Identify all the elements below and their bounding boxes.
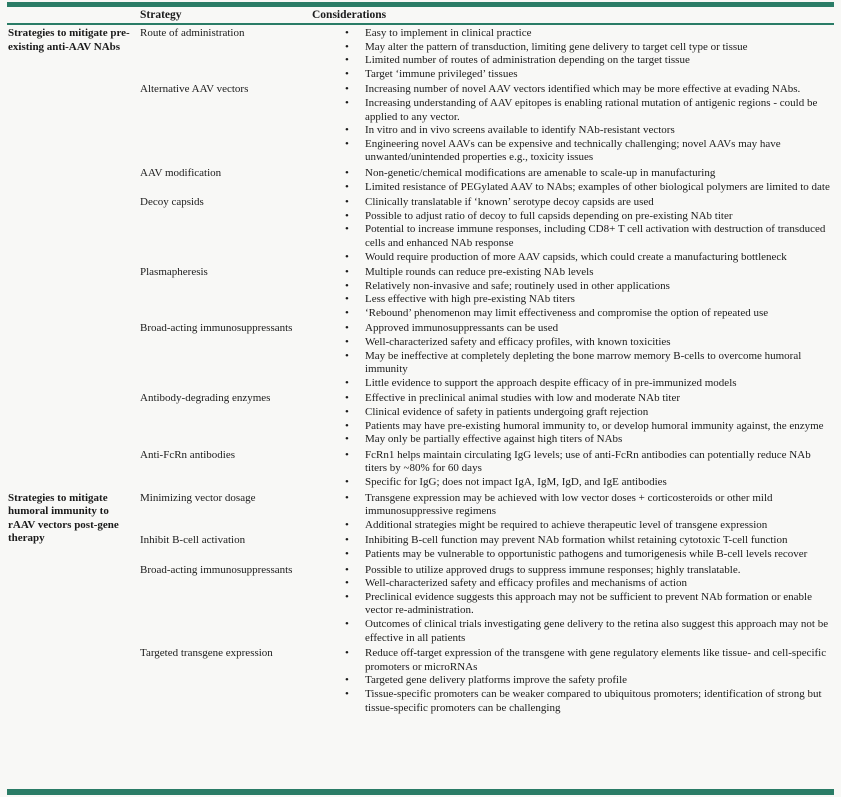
- strategy-cell: Inhibit B-cell activation: [140, 534, 246, 547]
- strategy-cell: Decoy capsids: [140, 196, 204, 209]
- table-body: [8, 27, 835, 717]
- bullet-icon: •: [345, 534, 349, 547]
- consideration-text: Potential to increase immune responses, including CD8+ T cell activation with destruction of transduced cells and enhanced NAb response: [365, 223, 826, 249]
- consideration-item: [312, 336, 835, 350]
- consideration-item: [312, 251, 835, 265]
- group-rows: [140, 27, 835, 492]
- consideration-item: [312, 688, 835, 715]
- table-row: [140, 27, 835, 81]
- consideration-item: [312, 647, 835, 674]
- table-row: [140, 392, 835, 446]
- consideration-text: Specific for IgG; does not impact IgA, IgM, IgD, and IgE antibodies: [365, 476, 667, 488]
- considerations-cell: [312, 647, 835, 715]
- consideration-text: Little evidence to support the approach despite efficacy of in pre-immunized models: [365, 376, 737, 389]
- bullet-icon: •: [345, 266, 349, 279]
- bullet-icon: •: [345, 83, 349, 96]
- consideration-item: [312, 449, 835, 476]
- consideration-item: [312, 223, 835, 250]
- considerations-cell: [312, 167, 835, 194]
- considerations-cell: [312, 534, 835, 561]
- consideration-text: Limited resistance of PEGylated AAV to NAbs; examples of other biological polymers are limited to date: [365, 180, 830, 193]
- consideration-item: [312, 492, 835, 519]
- consideration-item: [312, 307, 835, 321]
- consideration-text: Engineering novel AAVs can be expensive and technically challenging; novel AAVs may have unwanted/unintended properties e.g., toxicity issues: [365, 137, 781, 164]
- consideration-text: Well-characterized safety and efficacy profiles, with known toxicities: [365, 336, 671, 349]
- consideration-text: Easy to implement in clinical practice: [365, 27, 532, 39]
- consideration-item: [312, 41, 835, 55]
- bullet-icon: •: [345, 209, 349, 222]
- consideration-item: [312, 420, 835, 434]
- bullet-icon: •: [345, 647, 349, 660]
- consideration-text: Increasing understanding of AAV epitopes is enabling rational mutation of antigenic regions - could be applied to any vector.: [365, 96, 818, 123]
- consideration-item: [312, 266, 835, 280]
- bullet-icon: •: [345, 563, 349, 576]
- header-group-column: [8, 8, 140, 22]
- consideration-text: Outcomes of clinical trials investigating gene delivery to the retina also suggest this approach may not be effective in all patients: [365, 617, 829, 644]
- bullet-icon: •: [345, 433, 349, 446]
- table-row: [140, 167, 835, 194]
- consideration-text: Non-genetic/chemical modifications are amenable to scale-up in manufacturing: [365, 166, 716, 179]
- table-row: [140, 534, 835, 561]
- bullet-icon: •: [345, 392, 349, 405]
- strategy-cell: Targeted transgene expression: [140, 647, 273, 660]
- table-row: [140, 564, 835, 646]
- consideration-text: Increasing number of novel AAV vectors identified which may be more effective at evading NAbs.: [365, 83, 801, 96]
- consideration-text: Preclinical evidence suggests this approach may not be sufficient to prevent NAb formation or enable vector re-administration.: [365, 590, 812, 617]
- bullet-icon: •: [345, 406, 349, 419]
- considerations-cell: [312, 83, 835, 165]
- consideration-item: [312, 618, 835, 645]
- consideration-item: [312, 181, 835, 195]
- bullet-icon: •: [345, 279, 349, 292]
- consideration-text: Clinically translatable if ‘known’ serotype decoy capsids are used: [365, 196, 654, 209]
- strategy-cell: Anti-FcRn antibodies: [140, 448, 236, 461]
- consideration-item: [312, 577, 835, 591]
- consideration-item: [312, 548, 835, 562]
- consideration-item: [312, 591, 835, 618]
- bullet-icon: •: [345, 322, 349, 335]
- bullet-icon: •: [345, 674, 349, 687]
- bullet-icon: •: [345, 617, 349, 630]
- consideration-text: May be ineffective at completely depleting the bone marrow memory B-cells to overcome humoral immunity: [365, 349, 802, 376]
- consideration-text: Patients may have pre-existing humoral immunity to, or develop humoral immunity against, the enzyme: [365, 419, 824, 432]
- bullet-icon: •: [345, 124, 349, 137]
- consideration-item: [312, 406, 835, 420]
- consideration-text: Clinical evidence of safety in patients undergoing graft rejection: [365, 406, 649, 419]
- considerations-cell: [312, 196, 835, 264]
- consideration-text: May only be partially effective against high titers of NAbs: [365, 433, 623, 446]
- consideration-text: Would require production of more AAV capsids, which could create a manufacturing bottleneck: [365, 250, 787, 263]
- bullet-icon: •: [345, 306, 349, 319]
- header-considerations-column: Considerations: [312, 9, 387, 21]
- strategy-cell: AAV modification: [140, 166, 222, 179]
- consideration-text: Limited number of routes of administration depending on the target tissue: [365, 54, 690, 67]
- bullet-icon: •: [345, 293, 349, 306]
- consideration-item: [312, 350, 835, 377]
- consideration-item: [312, 293, 835, 307]
- consideration-text: Target ‘immune privileged’ tissues: [365, 67, 518, 80]
- strategy-cell: Minimizing vector dosage: [140, 491, 256, 504]
- bullet-icon: •: [345, 223, 349, 236]
- considerations-cell: [312, 322, 835, 390]
- consideration-text: FcRn1 helps maintain circulating IgG levels; use of anti-FcRn antibodies can potentially reduce NAb titers by ~80% for 60 days: [365, 448, 811, 475]
- consideration-item: [312, 392, 835, 406]
- considerations-cell: [312, 392, 835, 446]
- bullet-icon: •: [345, 180, 349, 193]
- considerations-cell: [312, 449, 835, 490]
- consideration-text: Possible to utilize approved drugs to suppress immune responses; highly translatable.: [365, 563, 741, 576]
- considerations-cell: [312, 564, 835, 646]
- consideration-item: [312, 27, 835, 41]
- strategy-cell: Broad-acting immunosuppressants: [140, 563, 293, 576]
- bullet-icon: •: [345, 67, 349, 80]
- group-label: Strategies to mitigate humoral immunity to rAAV vectors post-gene therapy: [8, 491, 119, 545]
- bullet-icon: •: [345, 590, 349, 603]
- consideration-text: Targeted gene delivery platforms improve the safety profile: [365, 674, 628, 687]
- consideration-text: Reduce off-target expression of the transgene with gene regulatory elements like tissue- and cell-specific promoters or microRNAs: [365, 647, 827, 673]
- table-row: [140, 492, 835, 533]
- consideration-item: [312, 322, 835, 336]
- consideration-text: In vitro and in vivo screens available to identify NAb-resistant vectors: [365, 124, 675, 137]
- bullet-icon: •: [345, 349, 349, 362]
- consideration-text: Well-characterized safety and efficacy profiles and mechanisms of action: [365, 577, 688, 590]
- consideration-item: [312, 534, 835, 548]
- table-row: [140, 647, 835, 715]
- strategy-cell: Broad-acting immunosuppressants: [140, 322, 293, 335]
- consideration-item: [312, 54, 835, 68]
- bullet-icon: •: [345, 577, 349, 590]
- bullet-icon: •: [345, 96, 349, 109]
- table-row: [140, 83, 835, 165]
- table-row: [140, 266, 835, 320]
- table-row: [140, 196, 835, 264]
- consideration-item: [312, 280, 835, 294]
- consideration-text: ‘Rebound’ phenomenon may limit effectiveness and compromise the option of repeated use: [365, 306, 769, 319]
- table-group: [8, 492, 835, 718]
- consideration-item: [312, 210, 835, 224]
- table-top-rule: [7, 2, 834, 7]
- consideration-text: Patients may be vulnerable to opportunistic pathogens and tumorigenesis while B-cell levels recover: [365, 547, 808, 560]
- strategy-cell: Route of administration: [140, 27, 245, 39]
- bullet-icon: •: [345, 137, 349, 150]
- table-row: [140, 322, 835, 390]
- consideration-item: [312, 196, 835, 210]
- consideration-text: Approved immunosuppressants can be used: [365, 322, 559, 335]
- bullet-icon: •: [345, 518, 349, 531]
- consideration-text: Effective in preclinical animal studies with low and moderate NAb titer: [365, 392, 681, 405]
- table-bottom-rule: [7, 789, 834, 795]
- consideration-text: Less effective with high pre-existing NAb titers: [365, 293, 575, 306]
- bullet-icon: •: [345, 54, 349, 67]
- consideration-item: [312, 433, 835, 447]
- table-row: [140, 449, 835, 490]
- strategy-cell: Antibody-degrading enzymes: [140, 392, 271, 405]
- consideration-text: Relatively non-invasive and safe; routinely used in other applications: [365, 279, 670, 292]
- bullet-icon: •: [345, 27, 349, 39]
- bullet-icon: •: [345, 476, 349, 488]
- consideration-text: Transgene expression may be achieved with low vector doses + corticosteroids or other mild immunosuppressive regimens: [365, 491, 773, 518]
- group-rows: [140, 492, 835, 718]
- consideration-item: [312, 97, 835, 124]
- header-strategy-column: Strategy: [140, 9, 182, 21]
- consideration-item: [312, 68, 835, 82]
- consideration-text: May alter the pattern of transduction, limiting gene delivery to target cell type or tissue: [365, 40, 748, 53]
- bullet-icon: •: [345, 547, 349, 560]
- group-label: Strategies to mitigate pre-existing anti-AAV NAbs: [8, 27, 130, 53]
- considerations-cell: [312, 27, 835, 81]
- consideration-item: [312, 519, 835, 533]
- consideration-item: [312, 674, 835, 688]
- consideration-item: [312, 167, 835, 181]
- consideration-item: [312, 83, 835, 97]
- bullet-icon: •: [345, 419, 349, 432]
- consideration-text: Inhibiting B-cell function may prevent NAb formation whilst retaining cytotoxic T-cell function: [365, 534, 788, 547]
- considerations-cell: [312, 492, 835, 533]
- consideration-item: [312, 138, 835, 165]
- considerations-cell: [312, 266, 835, 320]
- consideration-text: Possible to adjust ratio of decoy to full capsids depending on pre-existing NAb titer: [365, 209, 733, 222]
- bullet-icon: •: [345, 336, 349, 349]
- consideration-item: [312, 377, 835, 391]
- table-group: [8, 27, 835, 492]
- bullet-icon: •: [345, 687, 349, 700]
- consideration-text: Multiple rounds can reduce pre-existing NAb levels: [365, 266, 594, 279]
- table-header-rule: [7, 23, 834, 25]
- strategy-cell: Alternative AAV vectors: [140, 83, 249, 96]
- bullet-icon: •: [345, 491, 349, 504]
- bullet-icon: •: [345, 166, 349, 179]
- bullet-icon: •: [345, 448, 349, 461]
- consideration-item: [312, 124, 835, 138]
- strategy-cell: Plasmapheresis: [140, 266, 208, 279]
- consideration-item: [312, 476, 835, 490]
- bullet-icon: •: [345, 250, 349, 263]
- bullet-icon: •: [345, 376, 349, 389]
- consideration-item: [312, 564, 835, 578]
- consideration-text: Additional strategies might be required to achieve therapeutic level of transgene expression: [365, 518, 768, 531]
- consideration-text: Tissue-specific promoters can be weaker compared to ubiquitous promoters; identification of strong but tissue-specific promoters can be challenging: [365, 687, 822, 714]
- bullet-icon: •: [345, 40, 349, 53]
- table-header-row: [8, 8, 835, 22]
- bullet-icon: •: [345, 196, 349, 209]
